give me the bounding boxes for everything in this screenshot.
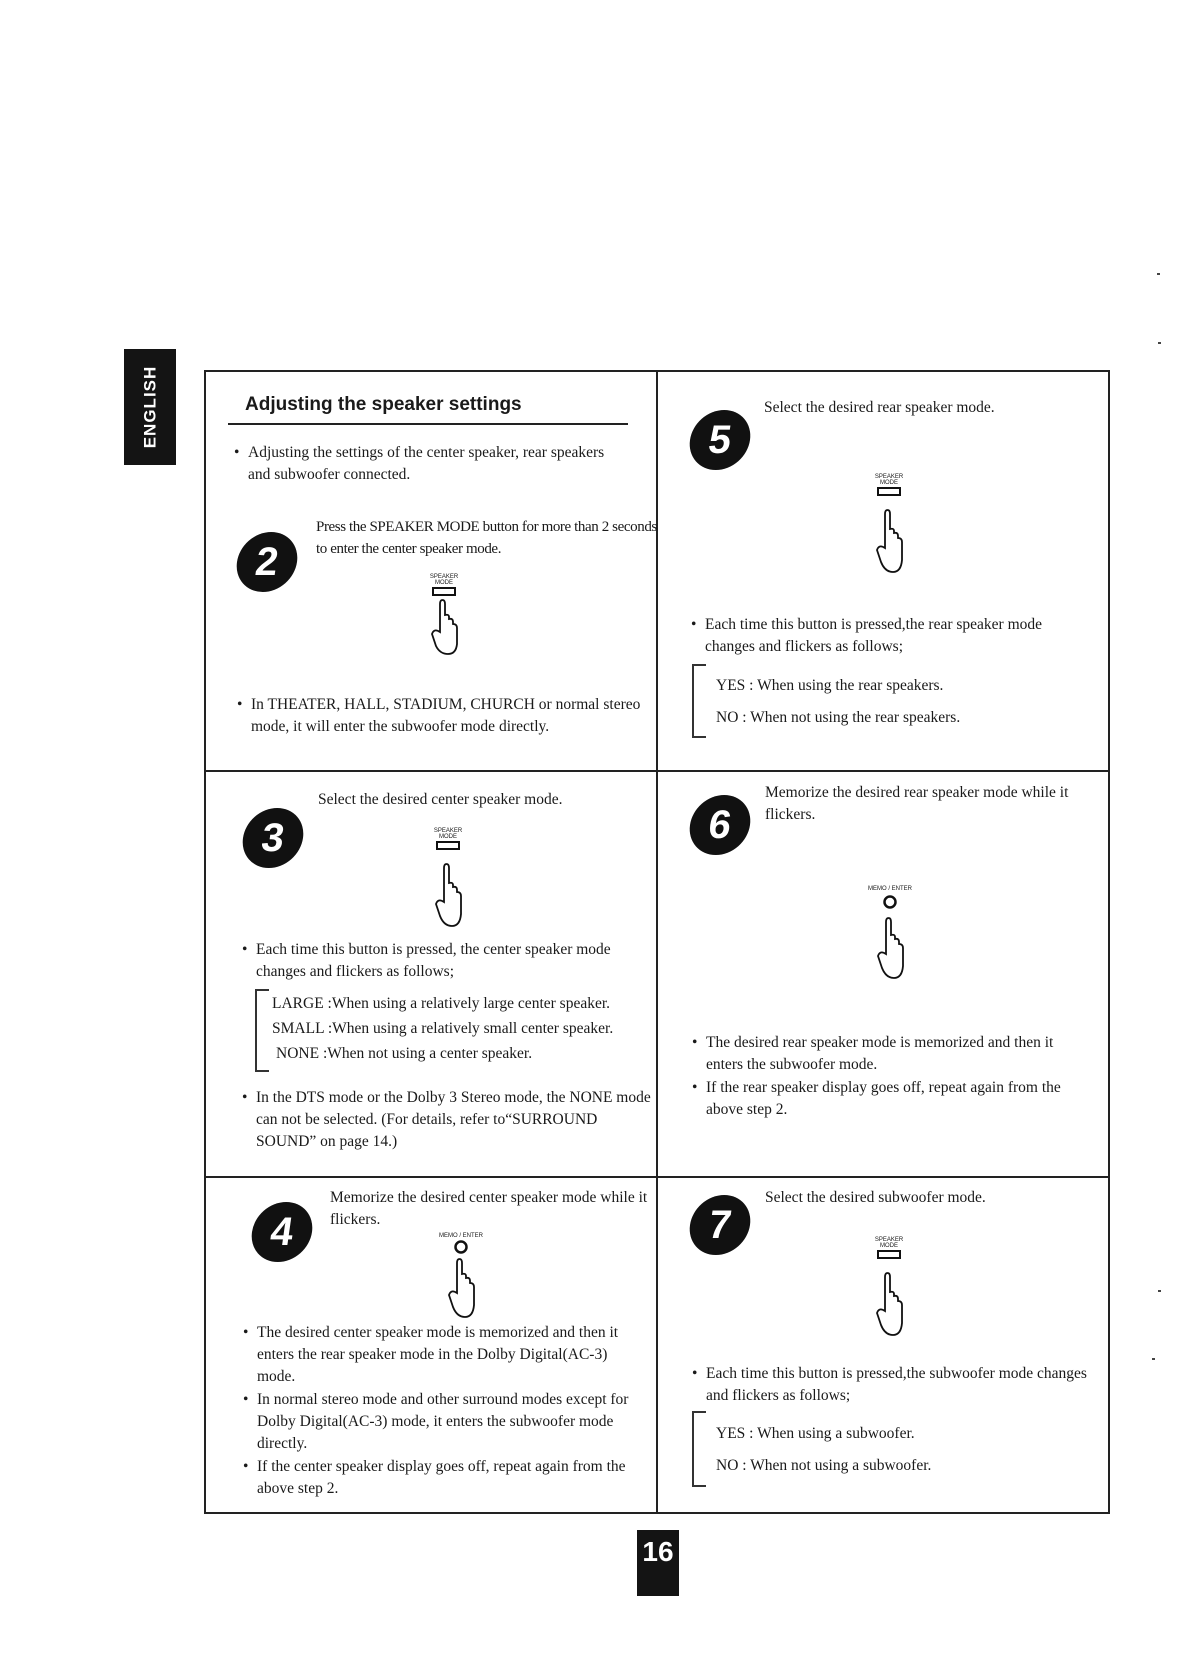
scan-speck	[1158, 1290, 1161, 1292]
option-name: NO	[716, 1457, 739, 1474]
step-4-memo-enter-button	[441, 1233, 485, 1319]
frame-row-divider-1	[204, 770, 1110, 772]
option-name: LARGE	[272, 995, 324, 1012]
step-3-speaker-mode-button	[428, 828, 468, 930]
button-label-mode: MODE	[435, 580, 453, 586]
step-5-options-bracket	[692, 664, 706, 738]
step-2-text: Press the SPEAKER MODE button for more than 2 seconds to enter the center speaker mode.	[316, 519, 657, 557]
frame-row-divider-2	[204, 1176, 1110, 1178]
step-7-note: • Each time this button is pressed,the subwoofer mode changes and flickers as follows;	[692, 1363, 1092, 1407]
frame-right	[1108, 370, 1110, 1514]
button-label-mode: MODE	[880, 1243, 898, 1249]
step-5-speaker-mode-button	[869, 474, 909, 576]
button-label-speaker: SPEAKER	[874, 1237, 904, 1243]
button-label-memo-enter: MEMO / ENTER	[439, 1233, 484, 1239]
button-label-speaker: SPEAKER	[433, 828, 463, 834]
scan-speck	[1158, 342, 1161, 344]
scan-speck	[1157, 273, 1160, 275]
step-6-note-1: • The desired rear speaker mode is memorized and then it enters the subwoofer mode.	[692, 1032, 1092, 1076]
language-tab-label: ENGLISH	[140, 365, 159, 449]
option-desc: :When not using a center speaker.	[322, 1045, 533, 1062]
page-number: 16	[637, 1530, 679, 1596]
option-desc: :When using a relatively small center speaker.	[327, 1020, 614, 1037]
option-desc: : When not using a subwoofer.	[742, 1457, 932, 1474]
option-name: NO	[716, 709, 739, 726]
step-3-note: • Each time this button is pressed, the center speaker mode changes and flickers as follows;	[242, 939, 642, 983]
step-2-speaker-mode-button	[424, 574, 464, 656]
press-button-hand-icon	[869, 486, 909, 576]
step-2-badge: 2	[233, 532, 301, 592]
button-label-mode: MODE	[439, 834, 457, 840]
step-5-badge: 5	[686, 410, 754, 470]
option-desc: : When using a subwoofer.	[749, 1425, 915, 1442]
step-7-badge: 7	[686, 1195, 754, 1255]
step-3-badge: 3	[239, 808, 307, 868]
press-button-hand-icon	[869, 1249, 909, 1339]
button-label-speaker: SPEAKER	[429, 574, 459, 580]
step-3-text: Select the desired center speaker mode.	[318, 791, 563, 808]
button-label-speaker: SPEAKER	[874, 474, 904, 480]
step-3-note-2: • In the DTS mode or the Dolby 3 Stereo mode, the NONE mode can not be selected. (For details, refer to“SURROUND SOUND” on page 14.)	[242, 1087, 652, 1153]
option-desc: :When using a relatively large center speaker.	[327, 995, 611, 1012]
option-name: YES	[716, 677, 746, 694]
page-title: Adjusting the speaker settings	[245, 394, 522, 415]
step-5-text: Select the desired rear speaker mode.	[764, 399, 995, 416]
step-6-text: Memorize the desired rear speaker mode while it flickers.	[765, 784, 1069, 823]
press-button-hand-icon	[441, 1239, 481, 1319]
step-4-text: Memorize the desired center speaker mode while it flickers.	[330, 1189, 648, 1228]
option-desc: : When not using the rear speakers.	[742, 709, 961, 726]
press-button-hand-icon	[424, 586, 464, 656]
title-underline	[228, 423, 628, 425]
step-2-note: • In THEATER, HALL, STADIUM, CHURCH or normal stereo mode, it will enter the subwoofer mode directly.	[237, 694, 642, 738]
option-name: YES	[716, 1425, 746, 1442]
language-tab	[124, 349, 176, 465]
step-7-speaker-mode-button	[869, 1237, 909, 1339]
step-7-text: Select the desired subwoofer mode.	[765, 1189, 986, 1206]
step-6-note-2: • If the rear speaker display goes off, repeat again from the above step 2.	[692, 1077, 1092, 1121]
step-3-options-bracket	[255, 989, 269, 1072]
step-5-note: • Each time this button is pressed,the rear speaker mode changes and flickers as follows;	[691, 614, 1091, 658]
step-3-option-large	[272, 993, 610, 1015]
step-5-option-yes	[716, 675, 943, 697]
step-6-memo-enter-button	[870, 886, 914, 982]
step-3-option-small	[272, 1018, 613, 1040]
step-7-option-no	[716, 1455, 931, 1477]
step-6-badge: 6	[686, 795, 754, 855]
step-7-options-bracket	[692, 1411, 706, 1487]
button-label-memo-enter: MEMO / ENTER	[868, 886, 913, 892]
step-4-note-1: • The desired center speaker mode is memorized and then it enters the rear speaker mode in the Dolby Digital(AC-3) mode.	[243, 1322, 643, 1388]
step-7-option-yes	[716, 1423, 915, 1445]
press-button-hand-icon	[870, 892, 910, 982]
step-4-badge: 4	[248, 1202, 316, 1262]
option-desc: : When using the rear speakers.	[749, 677, 944, 694]
step-5-option-no	[716, 707, 960, 729]
step-4-note-2: • In normal stereo mode and other surround modes except for Dolby Digital(AC-3) mode, it enters the subwoofer mode directly.	[243, 1389, 643, 1455]
option-name: SMALL	[272, 1020, 324, 1037]
press-button-hand-icon	[428, 840, 468, 930]
intro-text: • Adjusting the settings of the center speaker, rear speakers and subwoofer connected.	[234, 442, 624, 486]
option-name: NONE	[276, 1045, 320, 1062]
button-label-mode: MODE	[880, 480, 898, 486]
frame-left	[204, 370, 206, 1514]
step-3-option-none	[276, 1043, 532, 1065]
scan-speck	[1152, 1358, 1155, 1360]
step-4-note-3: • If the center speaker display goes off, repeat again from the above step 2.	[243, 1456, 643, 1500]
